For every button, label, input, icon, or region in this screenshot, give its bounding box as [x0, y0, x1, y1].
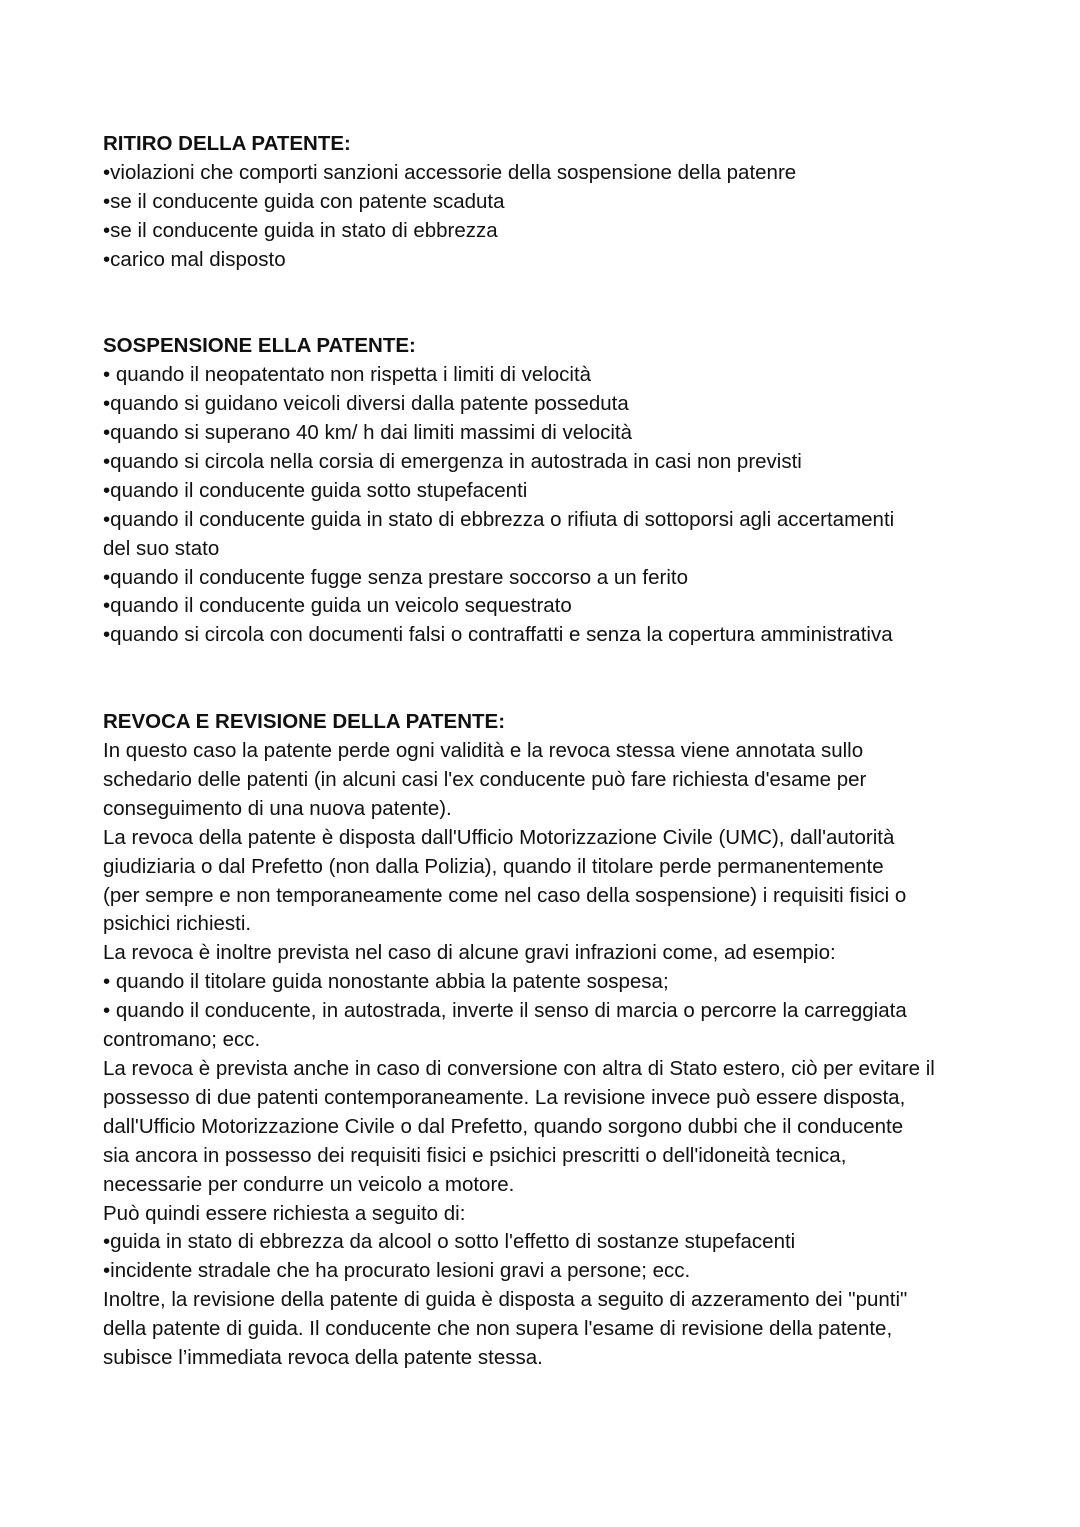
- paragraph-line: psichici richiesti.: [103, 912, 252, 936]
- list-item: del suo stato: [103, 536, 220, 560]
- section-revoca-revisione: [103, 708, 993, 1373]
- list-item: •quando il conducente guida un veicolo sequestrato: [103, 594, 572, 618]
- paragraph-line: dall'Ufficio Motorizzazione Civile o dal Prefetto, quando sorgono dubbi che il conducente: [103, 1114, 904, 1138]
- list-item: • quando il conducente, in autostrada, inverte il senso di marcia o percorre la carreggiata: [103, 999, 907, 1023]
- list-item: •se il conducente guida in stato di ebbrezza: [103, 218, 498, 242]
- list-item: •quando si circola nella corsia di emergenza in autostrada in casi non previsti: [103, 449, 802, 473]
- document-page: [103, 130, 993, 1373]
- paragraph-line: Inoltre, la revisione della patente di guida è disposta a seguito di azzeramento dei "punti": [103, 1288, 908, 1312]
- section-sospensione: [103, 332, 993, 650]
- paragraph-line: della patente di guida. Il conducente che non supera l'esame di revisione della patente,: [103, 1317, 893, 1341]
- paragraph-line: La revoca è inoltre prevista nel caso di alcune gravi infrazioni come, ad esempio:: [103, 941, 836, 965]
- list-item: •quando si guidano veicoli diversi dalla patente posseduta: [103, 392, 629, 416]
- list-item: •quando si superano 40 km/ h dai limiti massimi di velocità: [103, 421, 633, 445]
- paragraph-line: Può quindi essere richiesta a seguito di:: [103, 1201, 466, 1225]
- paragraph-line: In questo caso la patente perde ogni validità e la revoca stessa viene annotata sullo: [103, 739, 864, 762]
- list-item: •se il conducente guida con patente scaduta: [103, 189, 505, 213]
- paragraph-line: necessarie per condurre un veicolo a motore.: [103, 1172, 515, 1196]
- section-ritiro: [103, 130, 993, 275]
- paragraph-line: (per sempre e non temporaneamente come nel caso della sospensione) i requisiti fisici o: [103, 883, 907, 907]
- paragraph-line: subisce l’immediata revoca della patente stessa.: [103, 1346, 543, 1370]
- section-heading: REVOCA E REVISIONE DELLA PATENTE:: [103, 710, 506, 734]
- list-item: •guida in stato di ebbrezza da alcool o sotto l'effetto di sostanze stupefacenti: [103, 1230, 796, 1254]
- section-heading: SOSPENSIONE ELLA PATENTE:: [103, 334, 416, 358]
- list-item: •violazioni che comporti sanzioni accessorie della sospensione della patenre: [103, 160, 797, 184]
- list-item: •quando il conducente fugge senza prestare soccorso a un ferito: [103, 565, 688, 589]
- section-heading: RITIRO DELLA PATENTE:: [103, 132, 351, 155]
- paragraph-line: sia ancora in possesso dei requisiti fisici e psichici prescritti o dell'idoneità tecnica,: [103, 1143, 847, 1167]
- paragraph-line: contromano; ecc.: [103, 1028, 261, 1052]
- paragraph-line: La revoca della patente è disposta dall'Ufficio Motorizzazione Civile (UMC), dall'autorità: [103, 825, 895, 849]
- list-item: •quando il conducente guida sotto stupefacenti: [103, 478, 528, 502]
- list-item: • quando il titolare guida nonostante abbia la patente sospesa;: [103, 970, 669, 994]
- list-item: •quando si circola con documenti falsi o contraffatti e senza la copertura amministrativa: [103, 623, 893, 647]
- paragraph-line: schedario delle patenti (in alcuni casi l'ex conducente può fare richiesta d'esame per: [103, 767, 867, 791]
- list-item: •carico mal disposto: [103, 247, 286, 271]
- paragraph-line: conseguimento di una nuova patente).: [103, 796, 452, 820]
- list-item: • quando il neopatentato non rispetta i limiti di velocità: [103, 363, 592, 387]
- list-item: •quando il conducente guida in stato di ebbrezza o rifiuta di sottoporsi agli accertamenti: [103, 507, 895, 531]
- paragraph-line: possesso di due patenti contemporaneamente. La revisione invece può essere disposta,: [103, 1085, 906, 1109]
- list-item: •incidente stradale che ha procurato lesioni gravi a persone; ecc.: [103, 1259, 691, 1283]
- paragraph-line: giudiziaria o dal Prefetto (non dalla Polizia), quando il titolare perde permanentemente: [103, 854, 884, 878]
- paragraph-line: La revoca è prevista anche in caso di conversione con altra di Stato estero, ciò per evitare il: [103, 1056, 935, 1080]
